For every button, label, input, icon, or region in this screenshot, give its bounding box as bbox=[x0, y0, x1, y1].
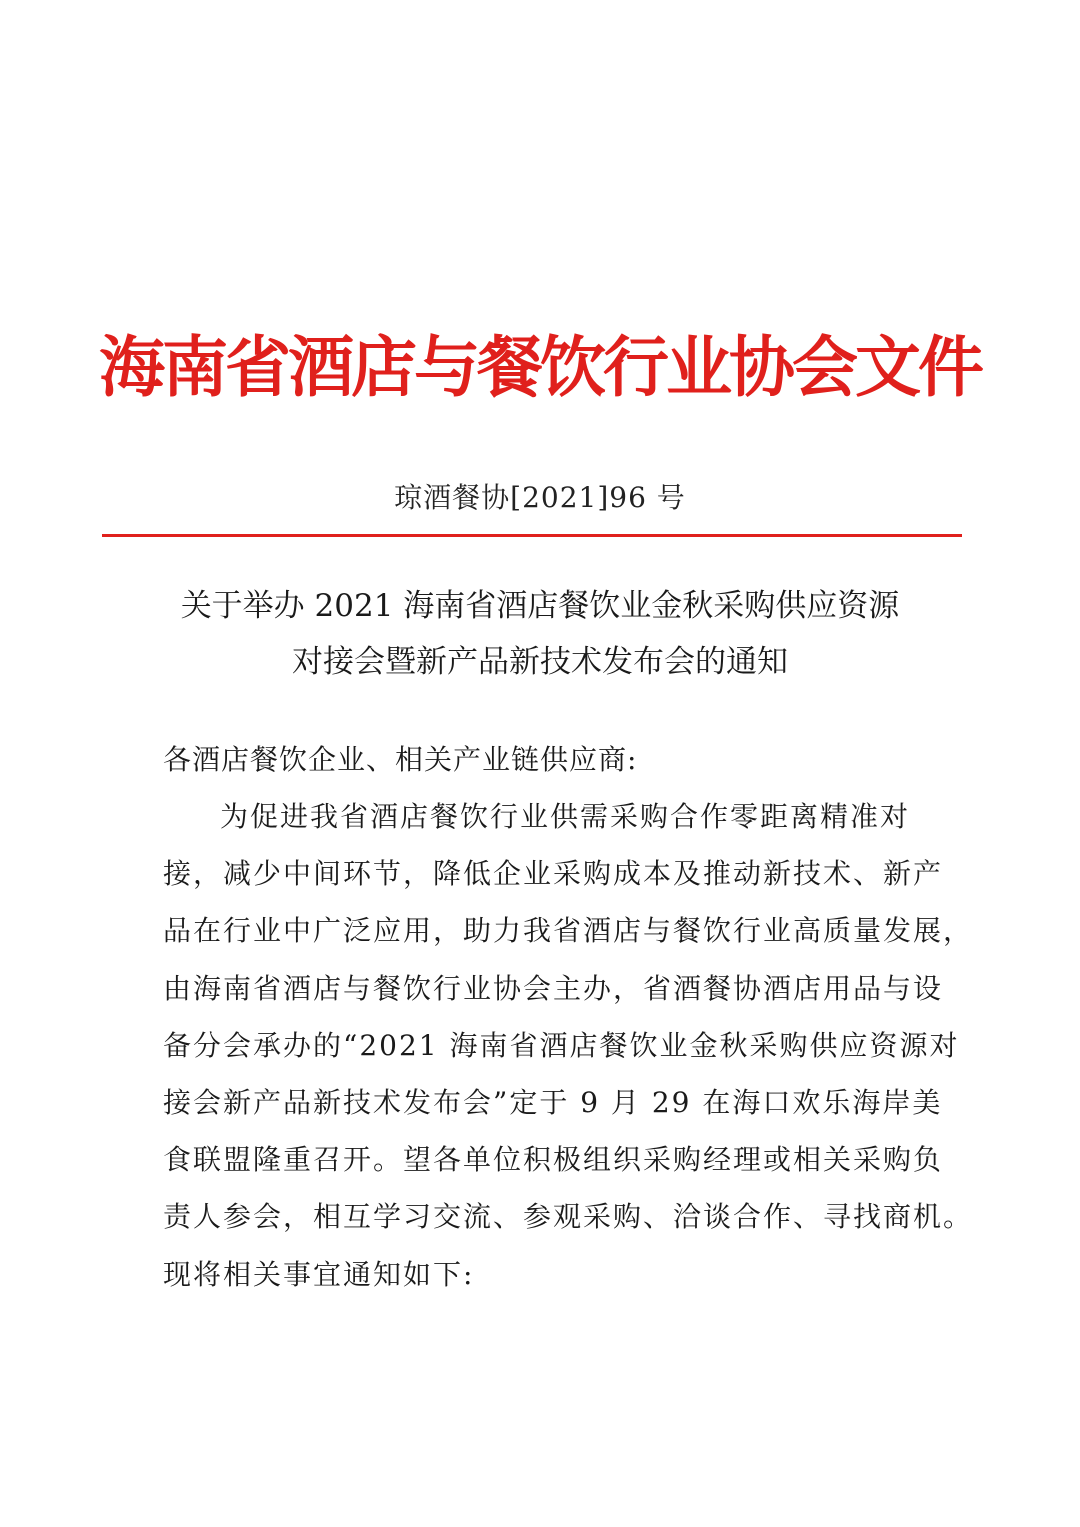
body-line: 品在行业中广泛应用，助力我省酒店与餐饮行业高质量发展， bbox=[163, 914, 974, 948]
notice-title bbox=[0, 578, 1080, 690]
body-line: 食联盟隆重召开。望各单位积极组织采购经理或相关采购负 bbox=[163, 1143, 944, 1177]
document-number: 琼酒餐协[2021]96 号 bbox=[394, 481, 686, 514]
notice-title-line-1: 关于举办 2021 海南省酒店餐饮业金秋采购供应资源 bbox=[180, 588, 900, 624]
salutation: 各酒店餐饮企业、相关产业链供应商: bbox=[163, 743, 638, 776]
notice-title-line-2: 对接会暨新产品新技术发布会的通知 bbox=[292, 644, 788, 680]
body-line: 接会新产品新技术发布会”定于 9 月 29 在海口欢乐海岸美 bbox=[163, 1085, 943, 1119]
body-line: 为促进我省酒店餐饮行业供需采购合作零距离精准对 bbox=[220, 800, 911, 833]
body-line: 由海南省酒店与餐饮行业协会主办，省酒餐协酒店用品与设 bbox=[163, 971, 944, 1005]
body-line: 现将相关事宜通知如下: bbox=[163, 1257, 475, 1291]
issuer-header: 海南省酒店与餐饮行业协会文件 bbox=[99, 328, 981, 406]
body-line: 接，减少中间环节，降低企业采购成本及推动新技术、新产 bbox=[163, 857, 944, 891]
body-line: 备分会承办的“2021 海南省酒店餐饮业金秋采购供应资源对 bbox=[163, 1028, 960, 1062]
body-line: 责人参会，相互学习交流、参观采购、洽谈合作、寻找商机。 bbox=[163, 1200, 974, 1234]
red-divider-line bbox=[102, 534, 962, 537]
body-text bbox=[163, 795, 974, 1310]
